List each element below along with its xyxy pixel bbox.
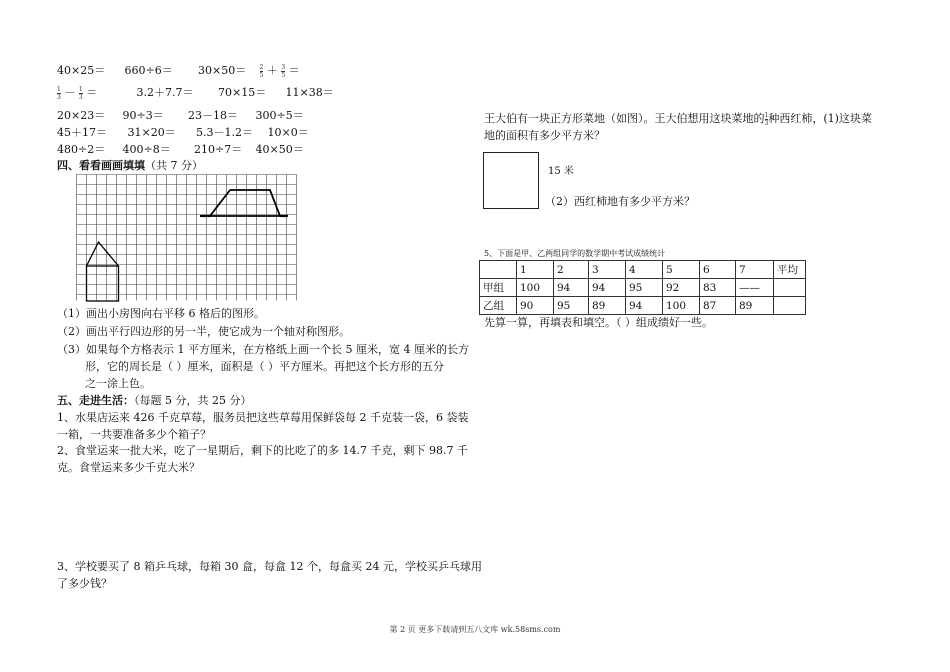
calc-item: 23－18＝ — [188, 109, 238, 122]
table-cell — [774, 279, 806, 297]
table-cell: 94 — [554, 279, 589, 297]
section-4-q3-line1: （3）如果每个方格表示 1 平方厘米，在方格纸上画一个长 5 厘米，宽 4 厘米的长方 — [57, 343, 469, 356]
calc-item: 660÷6＝ — [124, 64, 173, 77]
fraction: $\frac{3}{5}$ — [281, 63, 286, 79]
calc-item: 10×0＝ — [267, 126, 309, 139]
calc-item: 30×50＝ — [198, 64, 247, 77]
calc-row-1 — [57, 62, 300, 79]
table-cell: 87 — [700, 297, 736, 315]
problem-4-line1: 王大伯有一块正方形菜地（如图）。王大伯想用这块菜地的 $\frac{1}{3}$ 种西红柿，(1)这块菜 — [484, 111, 872, 127]
table-row — [480, 297, 806, 315]
table-cell — [774, 297, 806, 315]
table-header-cell: 平均 — [774, 261, 806, 279]
fraction-add-expression: $\frac{2}{5}$ ＋ $\frac{3}{5}$ ＝ — [259, 63, 300, 79]
house-figure — [87, 242, 119, 301]
fraction-sub-expression: $\frac{1}{3}$ － $\frac{1}{3}$ ＝ — [57, 85, 98, 101]
problem-4-line2: 地的面积有多少平方米？ — [484, 129, 605, 142]
calc-row-3 — [57, 107, 304, 123]
table-header-cell: 1 — [517, 261, 554, 279]
calc-item: 11×38＝ — [285, 86, 334, 99]
calc-row-2 — [57, 84, 334, 101]
table-header-cell: 3 — [589, 261, 626, 279]
section-score: （每题 5 分，共 25 分） — [134, 394, 252, 407]
table-cell: 100 — [663, 297, 700, 315]
table-cell: 乙组 — [480, 297, 517, 315]
calc-item: 45＋17＝ — [57, 126, 107, 139]
calc-item: 90÷3＝ — [122, 109, 164, 122]
problem-1-line2: 一箱，一共要准备多少个箱子？ — [57, 428, 211, 441]
fraction: $\frac{2}{5}$ — [259, 63, 264, 79]
calc-item: 210÷7＝ — [194, 143, 243, 156]
table-cell: 89 — [589, 297, 626, 315]
table-caption: 5、下面是甲、乙两组同学的数学期中考试成绩统计 — [484, 249, 666, 258]
grid-figure — [76, 174, 298, 302]
table-header-cell — [480, 261, 517, 279]
table-cell: 90 — [517, 297, 554, 315]
section-title: 五、走进生活： — [57, 394, 134, 407]
calc-item: 40×50＝ — [255, 143, 304, 156]
table-cell: 95 — [554, 297, 589, 315]
problem-1-line1: 1、水果店运来 426 千克草莓，服务员把这些草莓用保鲜袋每 2 千克装一袋，6 袋装 — [57, 411, 469, 424]
section-4-q1: （1）画出小房图向右平移 6 格后的图形。 — [57, 307, 265, 320]
problem-3-line2: 了多少钱？ — [57, 577, 112, 590]
square-side-label: 15 米 — [548, 166, 574, 177]
calc-item: 31×20＝ — [127, 126, 176, 139]
section-title: 四、看看画画填填 — [57, 159, 145, 172]
table-header-cell: 5 — [663, 261, 700, 279]
grid-lines — [77, 175, 297, 301]
calc-item: 300÷5＝ — [255, 109, 304, 122]
calc-item: 480÷2＝ — [57, 143, 106, 156]
table-cell: 甲组 — [480, 279, 517, 297]
table-question: 先算一算，再填表和填空。（ ）组成绩好一些。 — [484, 316, 713, 329]
table-cell: —— — [736, 279, 774, 297]
section-4-heading — [57, 157, 203, 173]
table-header-cell: 2 — [554, 261, 589, 279]
fraction: $\frac{1}{3}$ — [764, 111, 769, 127]
table-header-cell: 4 — [626, 261, 663, 279]
section-4-q3-line3: 之一涂上色。 — [85, 377, 151, 390]
score-table — [479, 260, 806, 315]
table-cell: 83 — [700, 279, 736, 297]
section-4-q2: （2）画出平行四边形的另一半，使它成为一个轴对称图形。 — [57, 325, 350, 338]
table-header-row — [480, 261, 806, 279]
calc-item: 40×25＝ — [57, 64, 106, 77]
section-score: （共 7 分） — [145, 159, 203, 172]
problem-2-line1: 2、食堂运来一批大米，吃了一星期后，剩下的比吃了的多 14.7 千克，剩下 98.7 千 — [57, 444, 468, 457]
problem-4-q2: （2）西红柿地有多少平方米？ — [545, 195, 695, 208]
table-cell: 94 — [589, 279, 626, 297]
calc-item: 5.3－1.2＝ — [196, 126, 253, 139]
fraction: $\frac{1}{3}$ — [78, 85, 83, 101]
calc-item: 3.2＋7.7＝ — [136, 86, 194, 99]
vegetable-plot-square — [483, 152, 539, 209]
page-footer: 第 2 页 更多下载请到五八文库 wk.58sms.com — [389, 625, 561, 634]
section-4-q3-line2: 形，它的周长是（ ）厘米，面积是（ ）平方厘米。再把这个长方形的五分 — [85, 360, 444, 373]
half-parallelogram-figure — [200, 190, 288, 216]
table-row — [480, 279, 806, 297]
section-5-heading — [57, 392, 251, 409]
table-cell: 92 — [663, 279, 700, 297]
table-header-cell: 7 — [736, 261, 774, 279]
table-header-cell: 6 — [700, 261, 736, 279]
fraction: $\frac{1}{3}$ — [57, 85, 61, 101]
table-cell: 89 — [736, 297, 774, 315]
calc-item: 20×23＝ — [57, 109, 106, 122]
table-cell: 95 — [626, 279, 663, 297]
problem-2-line2: 克。食堂运来多少千克大米？ — [57, 461, 200, 474]
table-cell: 94 — [626, 297, 663, 315]
problem-3-line1: 3、学校要买了 8 箱乒乓球，每箱 30 盒，每盒 12 个，每盒买 24 元，学校买乒乓球用 — [57, 560, 482, 573]
calc-row-5 — [57, 141, 304, 157]
calc-item: 70×15＝ — [218, 86, 267, 99]
calc-item: 400÷8＝ — [122, 143, 171, 156]
calc-row-4 — [57, 124, 309, 140]
table-cell: 100 — [517, 279, 554, 297]
